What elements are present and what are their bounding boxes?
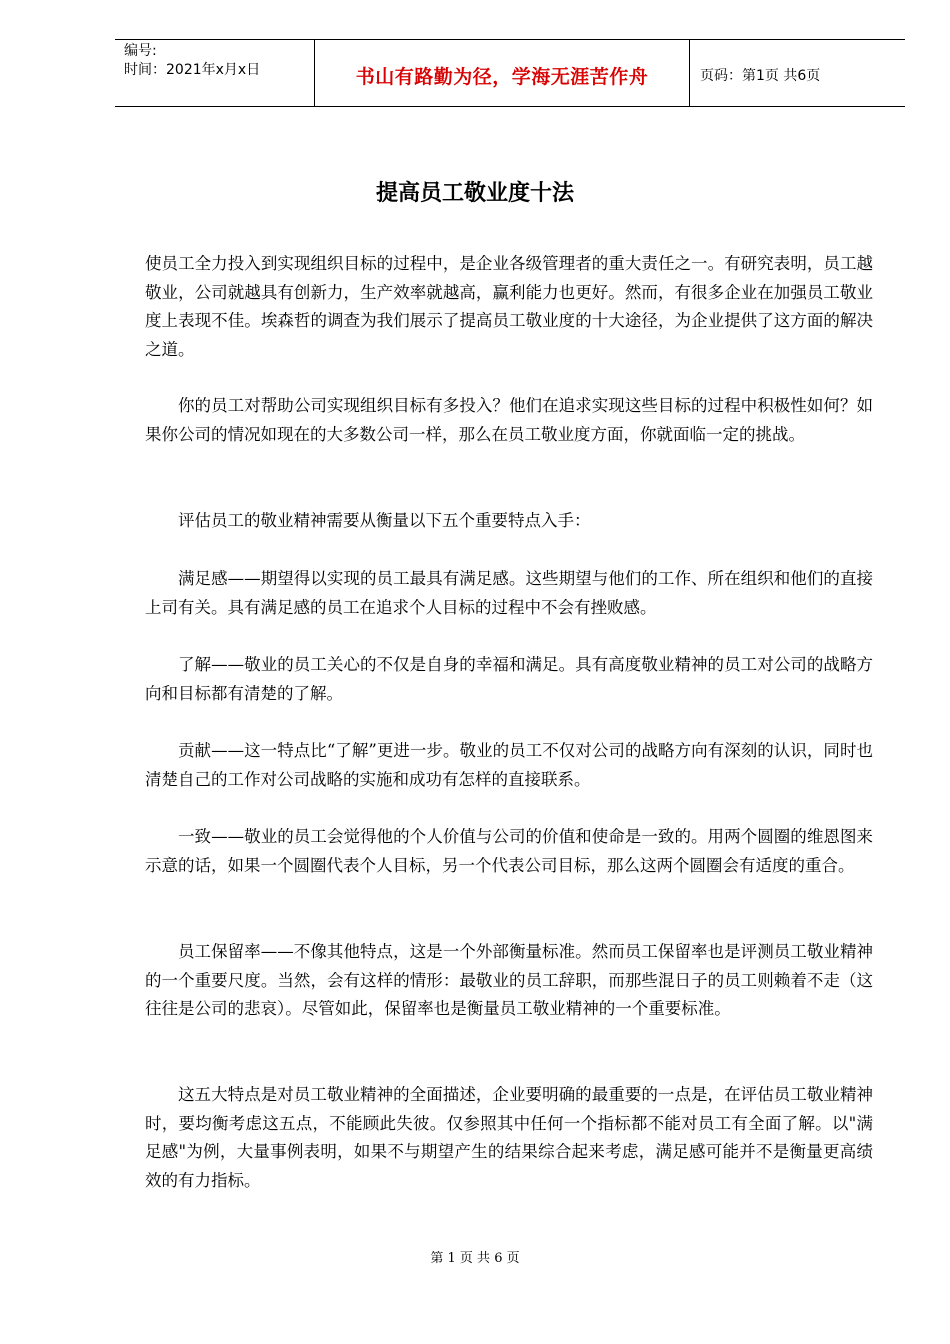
header-page-cell: [690, 40, 905, 106]
body-paragraph: 贡献——这一特点比“了解”更进一步。敬业的员工不仅对公司的战略方向有深刻的认识，同时也清楚自己的工作对公司战略的实施和成功有怎样的直接联系。: [145, 741, 873, 789]
header-page-info: 页码：第1页 共6页: [700, 68, 821, 84]
body-paragraph: 你的员工对帮助公司实现组织目标有多投入？他们在追求实现这些目标的过程中积极性如何？如果你公司的情况如现在的大多数公司一样，那么在员工敬业度方面，你就面临一定的挑战。: [145, 396, 873, 444]
header-motto-cell: [315, 40, 690, 106]
body-paragraph: 使员工全力投入到实现组织目标的过程中，是企业各级管理者的重大责任之一。有研究表明，员工越敬业，公司就越具有创新力，生产效率就越高，赢利能力也更好。然而，有很多企业在加强员工敬业度上表现不佳。埃森哲的调查为我们展示了提高员工敬业度的十大途径，为企业提供了这方面的解决之道。: [145, 254, 873, 359]
body-paragraph: 了解——敬业的员工关心的不仅是自身的幸福和满足。具有高度敬业精神的员工对公司的战略方向和目标都有清楚的了解。: [145, 655, 873, 703]
body-paragraph: 一致——敬业的员工会觉得他的个人价值与公司的价值和使命是一致的。用两个圆圈的维恩图来示意的话，如果一个圆圈代表个人目标，另一个代表公司目标，那么这两个圆圈会有适度的重合。: [145, 827, 873, 875]
header-motto: 书山有路勤为径，学海无涯苦作舟: [355, 66, 649, 88]
header-meta-cell: [115, 40, 315, 106]
body-paragraph: 评估员工的敬业精神需要从衡量以下五个重要特点入手：: [178, 511, 591, 530]
body-paragraph: 这五大特点是对员工敬业精神的全面描述，企业要明确的最重要的一点是，在评估员工敬业精神时，要均衡考虑这五点，不能顾此失彼。仅参照其中任何一个指标都不能对员工有全面了解。以"满足感"为例，大量事例表明，如果不与期望产生的结果综合起来考虑，满足感可能并不是衡量更高绩效的有力指标。: [145, 1085, 873, 1190]
document-time-label: 时间：2021年x月x日: [124, 62, 261, 78]
document-title: 提高员工敬业度十法: [375, 180, 574, 206]
body-paragraph: 满足感——期望得以实现的员工最具有满足感。这些期望与他们的工作、所在组织和他们的直接上司有关。具有满足感的员工在追求个人目标的过程中不会有挫败感。: [145, 569, 873, 617]
page-header: [115, 39, 905, 107]
page-footer: 第 1 页 共 6 页: [430, 1251, 520, 1266]
document-number-label: 编号:: [124, 43, 157, 59]
body-paragraph: 员工保留率——不像其他特点，这是一个外部衡量标准。然而员工保留率也是评测员工敬业精神的一个重要尺度。当然，会有这样的情形：最敬业的员工辞职，而那些混日子的员工则赖着不走（这往往是公司的悲哀）。尽管如此，保留率也是衡量员工敬业精神的一个重要标准。: [145, 942, 873, 1018]
